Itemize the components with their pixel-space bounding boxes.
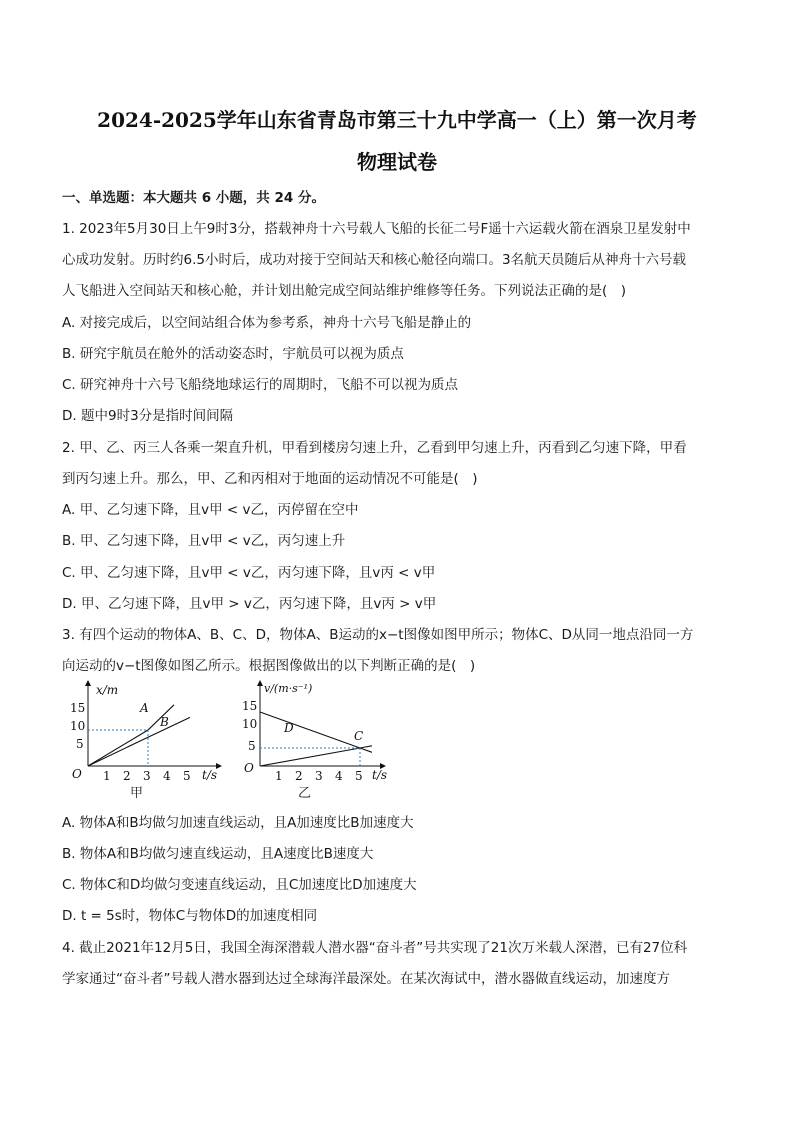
- q3-option-a: A. 物体A和B均做匀加速直线运动，且A加速度比B加速度大: [62, 815, 414, 831]
- fig1-y-arrow: [85, 680, 91, 686]
- fig2-ytick-15: 15: [242, 699, 258, 713]
- q4-stem-line2: 学家通过“奋斗者”号载人潜水器到达过全球海洋最深处。在某次海试中，潜水器做直线运动，加速度方: [62, 971, 670, 987]
- q1-option-b: B. 研究宇航员在舱外的活动姿态时，宇航员可以视为质点: [62, 346, 404, 362]
- fig2-xtick-3: 3: [315, 769, 323, 780]
- fig2-xtick-5: 5: [355, 769, 363, 780]
- q1-option-a: A. 对接完成后，以空间站组合体为参考系，神舟十六号飞船是静止的: [62, 315, 472, 331]
- fig2-ylabel: v/(m·s⁻¹): [264, 682, 313, 695]
- fig1-origin: O: [72, 767, 82, 780]
- q2-option-d: D. 甲、乙匀速下降，且v甲 > v乙，丙匀速下降，且v丙 > v甲: [62, 596, 437, 612]
- fig1-ytick-10: 10: [70, 719, 86, 733]
- exam-subtitle: 物理试卷: [357, 150, 437, 174]
- q3-stem-line1: 3. 有四个运动的物体A、B、C、D，物体A、B运动的x−t图像如图甲所示；物体C、D从同一地点沿同一方: [62, 627, 694, 643]
- section-heading: 一、单选题：本大题共 6 小题，共 24 分。: [62, 190, 325, 206]
- q3-option-d: D. t = 5s时，物体C与物体D的加速度相同: [62, 908, 318, 924]
- fig1-ytick-15: 15: [70, 701, 86, 715]
- fig1-ylabel: x/m: [96, 683, 119, 697]
- fig2-xtick-2: 2: [295, 769, 303, 780]
- figure-vt-graph: [238, 680, 398, 780]
- q4-stem-line1: 4. 截止2021年12月5日，我国全海深潜载人潜水器“奋斗者”号共实现了21次万米载人深潜，已有27位科: [62, 940, 688, 956]
- q1-stem-line1: 1. 2023年5月30日上午9时3分，搭载神舟十六号载人飞船的长征二号F遥十六运载火箭在酒泉卫星发射中: [62, 221, 691, 237]
- fig2-xlabel: t/s: [372, 768, 388, 780]
- fig2-origin: O: [244, 761, 254, 775]
- q2-option-c: C. 甲、乙匀速下降，且v甲 < v乙，丙匀速下降，且v丙 < v甲: [62, 565, 436, 581]
- q1-option-d: D. 题中9时3分是指时间间隔: [62, 408, 234, 424]
- fig1-xlabel: t/s: [202, 768, 218, 780]
- fig1-xtick-3: 3: [143, 769, 151, 780]
- q3-option-b: B. 物体A和B均做匀速直线运动，且A速度比B速度大: [62, 846, 374, 862]
- fig2-ytick-10: 10: [242, 717, 258, 731]
- fig1-ytick-5: 5: [76, 737, 84, 751]
- q1-stem-line2: 心成功发射。历时约6.5小时后，成功对接于空间站天和核心舱径向端口。3名航天员随后从神舟十六号载: [62, 252, 687, 268]
- fig2-ytick-5: 5: [248, 739, 256, 753]
- fig2-y-arrow: [257, 680, 263, 686]
- q2-stem-line1: 2. 甲、乙、丙三人各乘一架直升机，甲看到楼房匀速上升，乙看到甲匀速上升，丙看到乙匀速下降，甲看: [62, 440, 687, 456]
- fig1-label-b: B: [160, 715, 169, 729]
- fig2-xtick-1: 1: [275, 769, 283, 780]
- fig1-series-a: [88, 705, 174, 766]
- fig1-series-b: [88, 717, 190, 766]
- fig1-xtick-2: 2: [123, 769, 131, 780]
- fig1-xtick-1: 1: [103, 769, 111, 780]
- fig1-label-a: A: [140, 701, 149, 715]
- fig2-label-c: C: [354, 729, 364, 743]
- q3-option-c: C. 物体C和D均做匀变速直线运动，且C加速度比D加速度大: [62, 877, 417, 893]
- fig2-xtick-4: 4: [335, 769, 343, 780]
- fig1-xtick-5: 5: [183, 769, 191, 780]
- fig1-xtick-4: 4: [163, 769, 171, 780]
- q2-option-b: B. 甲、乙匀速下降，且v甲 < v乙，丙匀速上升: [62, 533, 346, 549]
- q1-stem-line3: 人飞船进入空间站天和核心舱，并计划出舱完成空间站维护维修等任务。下列说法正确的是( ): [62, 283, 627, 299]
- q2-stem-line2: 到丙匀速上升。那么，甲、乙和丙相对于地面的运动情况不可能是( ): [62, 471, 478, 487]
- q1-option-c: C. 研究神舟十六号飞船绕地球运行的周期时，飞船不可以视为质点: [62, 377, 459, 393]
- fig1-caption: 甲: [130, 786, 144, 801]
- q3-stem-line2: 向运动的v−t图像如图乙所示。根据图像做出的以下判断正确的是( ): [62, 658, 476, 674]
- exam-title: 2024-2025学年山东省青岛市第三十九中学高一（上）第一次月考: [97, 108, 697, 132]
- fig2-label-d: D: [284, 721, 294, 735]
- fig2-series-c: [260, 746, 372, 766]
- q2-option-a: A. 甲、乙匀速下降，且v甲 < v乙，丙停留在空中: [62, 502, 359, 518]
- figure-xt-graph: [66, 680, 226, 780]
- fig2-caption: 乙: [298, 786, 312, 801]
